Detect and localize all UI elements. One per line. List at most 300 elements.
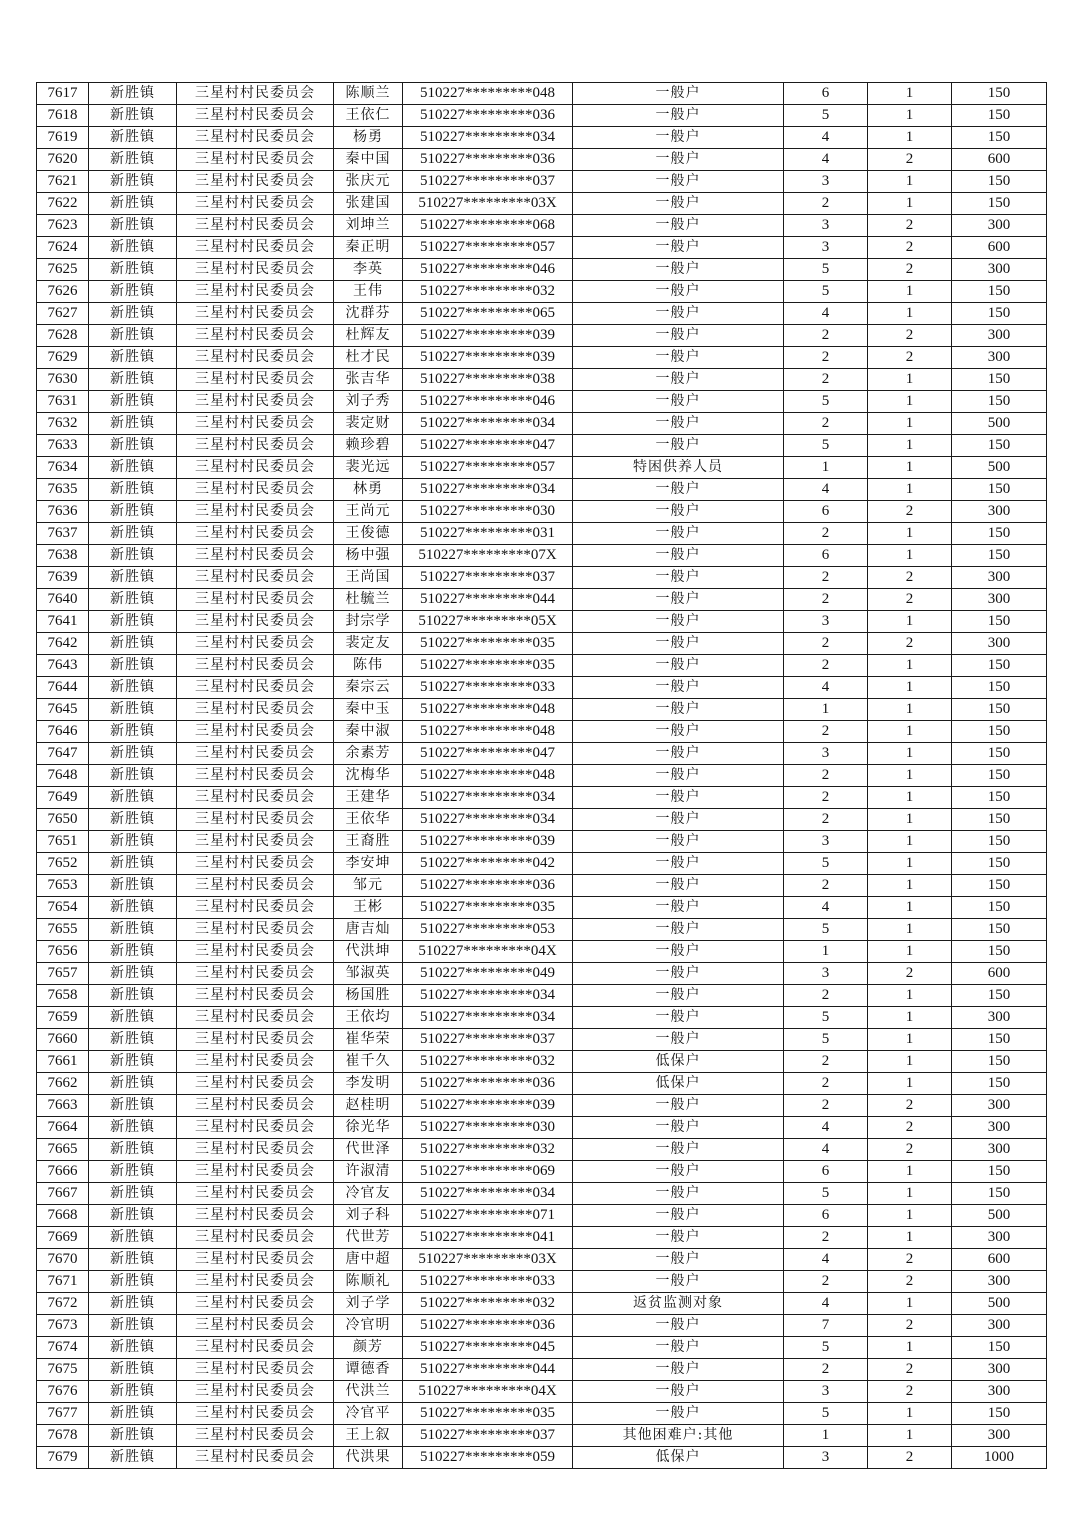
village-committee-cell: 三星村村民委员会 bbox=[177, 1029, 334, 1051]
household-type-cell: 一般户 bbox=[573, 479, 784, 501]
count-cell: 1 bbox=[868, 1161, 952, 1183]
town-cell: 新胜镇 bbox=[89, 1425, 177, 1447]
town-cell: 新胜镇 bbox=[89, 1095, 177, 1117]
village-committee-cell: 三星村村民委员会 bbox=[177, 193, 334, 215]
row-number-cell: 7620 bbox=[37, 149, 89, 171]
name-cell: 王依均 bbox=[334, 1007, 403, 1029]
name-cell: 王上叙 bbox=[334, 1425, 403, 1447]
household-type-cell: 一般户 bbox=[573, 413, 784, 435]
name-cell: 陈顺礼 bbox=[334, 1271, 403, 1293]
table-row bbox=[37, 347, 1047, 369]
count-cell: 1 bbox=[868, 479, 952, 501]
household-type-cell: 一般户 bbox=[573, 897, 784, 919]
amount-cell: 300 bbox=[952, 1381, 1047, 1403]
household-type-cell: 一般户 bbox=[573, 611, 784, 633]
name-cell: 杨国胜 bbox=[334, 985, 403, 1007]
name-cell: 裴光远 bbox=[334, 457, 403, 479]
id-number-cell: 510227*********037 bbox=[403, 1029, 573, 1051]
row-number-cell: 7669 bbox=[37, 1227, 89, 1249]
household-type-cell: 一般户 bbox=[573, 699, 784, 721]
household-type-cell: 一般户 bbox=[573, 149, 784, 171]
id-number-cell: 510227*********048 bbox=[403, 721, 573, 743]
table-row bbox=[37, 281, 1047, 303]
household-type-cell: 特困供养人员 bbox=[573, 457, 784, 479]
amount-cell: 150 bbox=[952, 281, 1047, 303]
amount-cell: 150 bbox=[952, 369, 1047, 391]
name-cell: 秦中淑 bbox=[334, 721, 403, 743]
id-number-cell: 510227*********057 bbox=[403, 457, 573, 479]
amount-cell: 600 bbox=[952, 149, 1047, 171]
town-cell: 新胜镇 bbox=[89, 435, 177, 457]
village-committee-cell: 三星村村民委员会 bbox=[177, 259, 334, 281]
name-cell: 王裔胜 bbox=[334, 831, 403, 853]
id-number-cell: 510227*********047 bbox=[403, 743, 573, 765]
table-row bbox=[37, 699, 1047, 721]
village-committee-cell: 三星村村民委员会 bbox=[177, 1007, 334, 1029]
town-cell: 新胜镇 bbox=[89, 919, 177, 941]
household-size-cell: 2 bbox=[784, 325, 868, 347]
town-cell: 新胜镇 bbox=[89, 1205, 177, 1227]
household-type-cell: 低保户 bbox=[573, 1447, 784, 1469]
count-cell: 1 bbox=[868, 611, 952, 633]
household-type-cell: 一般户 bbox=[573, 1183, 784, 1205]
count-cell: 1 bbox=[868, 831, 952, 853]
name-cell: 冷官明 bbox=[334, 1315, 403, 1337]
count-cell: 1 bbox=[868, 281, 952, 303]
row-number-cell: 7674 bbox=[37, 1337, 89, 1359]
table-row bbox=[37, 589, 1047, 611]
village-committee-cell: 三星村村民委员会 bbox=[177, 369, 334, 391]
household-size-cell: 5 bbox=[784, 1007, 868, 1029]
village-committee-cell: 三星村村民委员会 bbox=[177, 1293, 334, 1315]
id-number-cell: 510227*********034 bbox=[403, 1007, 573, 1029]
household-type-cell: 一般户 bbox=[573, 985, 784, 1007]
village-committee-cell: 三星村村民委员会 bbox=[177, 633, 334, 655]
name-cell: 赵桂明 bbox=[334, 1095, 403, 1117]
village-committee-cell: 三星村村民委员会 bbox=[177, 83, 334, 105]
id-number-cell: 510227*********032 bbox=[403, 1293, 573, 1315]
name-cell: 王建华 bbox=[334, 787, 403, 809]
amount-cell: 1000 bbox=[952, 1447, 1047, 1469]
village-committee-cell: 三星村村民委员会 bbox=[177, 809, 334, 831]
name-cell: 徐光华 bbox=[334, 1117, 403, 1139]
count-cell: 1 bbox=[868, 105, 952, 127]
table-row bbox=[37, 809, 1047, 831]
household-size-cell: 2 bbox=[784, 193, 868, 215]
row-number-cell: 7626 bbox=[37, 281, 89, 303]
table-row bbox=[37, 611, 1047, 633]
town-cell: 新胜镇 bbox=[89, 1139, 177, 1161]
name-cell: 代洪兰 bbox=[334, 1381, 403, 1403]
table-row bbox=[37, 1359, 1047, 1381]
table-row bbox=[37, 215, 1047, 237]
household-size-cell: 5 bbox=[784, 1337, 868, 1359]
village-committee-cell: 三星村村民委员会 bbox=[177, 941, 334, 963]
id-number-cell: 510227*********034 bbox=[403, 479, 573, 501]
amount-cell: 500 bbox=[952, 1205, 1047, 1227]
amount-cell: 600 bbox=[952, 963, 1047, 985]
name-cell: 李发明 bbox=[334, 1073, 403, 1095]
amount-cell: 150 bbox=[952, 303, 1047, 325]
town-cell: 新胜镇 bbox=[89, 1029, 177, 1051]
row-number-cell: 7659 bbox=[37, 1007, 89, 1029]
id-number-cell: 510227*********03X bbox=[403, 193, 573, 215]
id-number-cell: 510227*********032 bbox=[403, 1051, 573, 1073]
table-row bbox=[37, 1447, 1047, 1469]
amount-cell: 300 bbox=[952, 1227, 1047, 1249]
id-number-cell: 510227*********033 bbox=[403, 677, 573, 699]
count-cell: 1 bbox=[868, 875, 952, 897]
amount-cell: 300 bbox=[952, 501, 1047, 523]
name-cell: 秦中玉 bbox=[334, 699, 403, 721]
name-cell: 秦正明 bbox=[334, 237, 403, 259]
table-row bbox=[37, 919, 1047, 941]
id-number-cell: 510227*********04X bbox=[403, 941, 573, 963]
name-cell: 张建国 bbox=[334, 193, 403, 215]
town-cell: 新胜镇 bbox=[89, 149, 177, 171]
row-number-cell: 7667 bbox=[37, 1183, 89, 1205]
count-cell: 2 bbox=[868, 567, 952, 589]
name-cell: 王尚国 bbox=[334, 567, 403, 589]
household-size-cell: 3 bbox=[784, 1447, 868, 1469]
id-number-cell: 510227*********039 bbox=[403, 1095, 573, 1117]
amount-cell: 300 bbox=[952, 1271, 1047, 1293]
table-row bbox=[37, 237, 1047, 259]
amount-cell: 150 bbox=[952, 479, 1047, 501]
household-type-cell: 一般户 bbox=[573, 215, 784, 237]
row-number-cell: 7675 bbox=[37, 1359, 89, 1381]
household-size-cell: 5 bbox=[784, 281, 868, 303]
count-cell: 2 bbox=[868, 149, 952, 171]
household-size-cell: 2 bbox=[784, 347, 868, 369]
household-type-cell: 一般户 bbox=[573, 655, 784, 677]
table-row bbox=[37, 1095, 1047, 1117]
amount-cell: 150 bbox=[952, 83, 1047, 105]
household-type-cell: 一般户 bbox=[573, 743, 784, 765]
household-type-cell: 一般户 bbox=[573, 369, 784, 391]
town-cell: 新胜镇 bbox=[89, 1249, 177, 1271]
table-row bbox=[37, 897, 1047, 919]
amount-cell: 150 bbox=[952, 941, 1047, 963]
count-cell: 1 bbox=[868, 985, 952, 1007]
town-cell: 新胜镇 bbox=[89, 105, 177, 127]
village-committee-cell: 三星村村民委员会 bbox=[177, 523, 334, 545]
row-number-cell: 7662 bbox=[37, 1073, 89, 1095]
town-cell: 新胜镇 bbox=[89, 589, 177, 611]
household-size-cell: 5 bbox=[784, 105, 868, 127]
id-number-cell: 510227*********035 bbox=[403, 655, 573, 677]
village-committee-cell: 三星村村民委员会 bbox=[177, 413, 334, 435]
id-number-cell: 510227*********069 bbox=[403, 1161, 573, 1183]
table-row bbox=[37, 721, 1047, 743]
household-size-cell: 4 bbox=[784, 479, 868, 501]
amount-cell: 300 bbox=[952, 1139, 1047, 1161]
count-cell: 1 bbox=[868, 743, 952, 765]
table-row bbox=[37, 567, 1047, 589]
name-cell: 王伟 bbox=[334, 281, 403, 303]
row-number-cell: 7663 bbox=[37, 1095, 89, 1117]
amount-cell: 150 bbox=[952, 1051, 1047, 1073]
town-cell: 新胜镇 bbox=[89, 831, 177, 853]
household-size-cell: 1 bbox=[784, 941, 868, 963]
household-type-cell: 一般户 bbox=[573, 127, 784, 149]
row-number-cell: 7676 bbox=[37, 1381, 89, 1403]
town-cell: 新胜镇 bbox=[89, 1359, 177, 1381]
household-size-cell: 2 bbox=[784, 523, 868, 545]
id-number-cell: 510227*********047 bbox=[403, 435, 573, 457]
amount-cell: 150 bbox=[952, 193, 1047, 215]
count-cell: 1 bbox=[868, 413, 952, 435]
name-cell: 颜芳 bbox=[334, 1337, 403, 1359]
count-cell: 2 bbox=[868, 1249, 952, 1271]
town-cell: 新胜镇 bbox=[89, 391, 177, 413]
row-number-cell: 7643 bbox=[37, 655, 89, 677]
town-cell: 新胜镇 bbox=[89, 853, 177, 875]
id-number-cell: 510227*********035 bbox=[403, 633, 573, 655]
village-committee-cell: 三星村村民委员会 bbox=[177, 391, 334, 413]
household-type-cell: 一般户 bbox=[573, 941, 784, 963]
row-number-cell: 7641 bbox=[37, 611, 89, 633]
name-cell: 邹元 bbox=[334, 875, 403, 897]
name-cell: 刘子科 bbox=[334, 1205, 403, 1227]
amount-cell: 150 bbox=[952, 1403, 1047, 1425]
village-committee-cell: 三星村村民委员会 bbox=[177, 1139, 334, 1161]
household-size-cell: 2 bbox=[784, 1073, 868, 1095]
row-number-cell: 7668 bbox=[37, 1205, 89, 1227]
id-number-cell: 510227*********04X bbox=[403, 1381, 573, 1403]
table-row bbox=[37, 941, 1047, 963]
amount-cell: 150 bbox=[952, 105, 1047, 127]
table-row bbox=[37, 1029, 1047, 1051]
amount-cell: 300 bbox=[952, 1315, 1047, 1337]
town-cell: 新胜镇 bbox=[89, 413, 177, 435]
row-number-cell: 7670 bbox=[37, 1249, 89, 1271]
town-cell: 新胜镇 bbox=[89, 1271, 177, 1293]
row-number-cell: 7653 bbox=[37, 875, 89, 897]
count-cell: 1 bbox=[868, 369, 952, 391]
town-cell: 新胜镇 bbox=[89, 633, 177, 655]
row-number-cell: 7629 bbox=[37, 347, 89, 369]
household-type-cell: 一般户 bbox=[573, 83, 784, 105]
count-cell: 1 bbox=[868, 1029, 952, 1051]
name-cell: 刘子学 bbox=[334, 1293, 403, 1315]
count-cell: 1 bbox=[868, 1425, 952, 1447]
amount-cell: 150 bbox=[952, 897, 1047, 919]
table-row bbox=[37, 127, 1047, 149]
name-cell: 代洪坤 bbox=[334, 941, 403, 963]
household-type-cell: 一般户 bbox=[573, 875, 784, 897]
row-number-cell: 7655 bbox=[37, 919, 89, 941]
household-size-cell: 2 bbox=[784, 1227, 868, 1249]
row-number-cell: 7661 bbox=[37, 1051, 89, 1073]
row-number-cell: 7647 bbox=[37, 743, 89, 765]
name-cell: 邹淑英 bbox=[334, 963, 403, 985]
id-number-cell: 510227*********036 bbox=[403, 105, 573, 127]
count-cell: 2 bbox=[868, 1381, 952, 1403]
id-number-cell: 510227*********037 bbox=[403, 1425, 573, 1447]
household-type-cell: 一般户 bbox=[573, 831, 784, 853]
town-cell: 新胜镇 bbox=[89, 1183, 177, 1205]
household-type-cell: 低保户 bbox=[573, 1073, 784, 1095]
household-type-cell: 一般户 bbox=[573, 1381, 784, 1403]
row-number-cell: 7634 bbox=[37, 457, 89, 479]
count-cell: 1 bbox=[868, 1403, 952, 1425]
row-number-cell: 7636 bbox=[37, 501, 89, 523]
village-committee-cell: 三星村村民委员会 bbox=[177, 1271, 334, 1293]
town-cell: 新胜镇 bbox=[89, 215, 177, 237]
village-committee-cell: 三星村村民委员会 bbox=[177, 831, 334, 853]
table-row bbox=[37, 259, 1047, 281]
village-committee-cell: 三星村村民委员会 bbox=[177, 699, 334, 721]
row-number-cell: 7672 bbox=[37, 1293, 89, 1315]
town-cell: 新胜镇 bbox=[89, 963, 177, 985]
amount-cell: 300 bbox=[952, 347, 1047, 369]
household-size-cell: 5 bbox=[784, 1183, 868, 1205]
town-cell: 新胜镇 bbox=[89, 985, 177, 1007]
name-cell: 杜辉友 bbox=[334, 325, 403, 347]
town-cell: 新胜镇 bbox=[89, 237, 177, 259]
id-number-cell: 510227*********032 bbox=[403, 1139, 573, 1161]
row-number-cell: 7623 bbox=[37, 215, 89, 237]
town-cell: 新胜镇 bbox=[89, 941, 177, 963]
id-number-cell: 510227*********037 bbox=[403, 567, 573, 589]
name-cell: 王尚元 bbox=[334, 501, 403, 523]
row-number-cell: 7627 bbox=[37, 303, 89, 325]
town-cell: 新胜镇 bbox=[89, 611, 177, 633]
household-type-cell: 一般户 bbox=[573, 589, 784, 611]
amount-cell: 600 bbox=[952, 237, 1047, 259]
row-number-cell: 7654 bbox=[37, 897, 89, 919]
village-committee-cell: 三星村村民委员会 bbox=[177, 545, 334, 567]
name-cell: 王依仁 bbox=[334, 105, 403, 127]
id-number-cell: 510227*********036 bbox=[403, 1073, 573, 1095]
amount-cell: 300 bbox=[952, 633, 1047, 655]
household-size-cell: 2 bbox=[784, 809, 868, 831]
table-row bbox=[37, 325, 1047, 347]
household-size-cell: 2 bbox=[784, 765, 868, 787]
name-cell: 赖珍碧 bbox=[334, 435, 403, 457]
row-number-cell: 7632 bbox=[37, 413, 89, 435]
id-number-cell: 510227*********035 bbox=[403, 1403, 573, 1425]
name-cell: 林勇 bbox=[334, 479, 403, 501]
table-row bbox=[37, 1293, 1047, 1315]
village-committee-cell: 三星村村民委员会 bbox=[177, 1425, 334, 1447]
id-number-cell: 510227*********037 bbox=[403, 171, 573, 193]
town-cell: 新胜镇 bbox=[89, 457, 177, 479]
id-number-cell: 510227*********034 bbox=[403, 787, 573, 809]
amount-cell: 300 bbox=[952, 1117, 1047, 1139]
row-number-cell: 7656 bbox=[37, 941, 89, 963]
household-type-cell: 一般户 bbox=[573, 1029, 784, 1051]
household-size-cell: 1 bbox=[784, 457, 868, 479]
count-cell: 1 bbox=[868, 1051, 952, 1073]
town-cell: 新胜镇 bbox=[89, 1227, 177, 1249]
household-size-cell: 3 bbox=[784, 237, 868, 259]
household-size-cell: 5 bbox=[784, 853, 868, 875]
household-size-cell: 3 bbox=[784, 215, 868, 237]
household-type-cell: 一般户 bbox=[573, 1139, 784, 1161]
amount-cell: 300 bbox=[952, 1359, 1047, 1381]
table-row bbox=[37, 83, 1047, 105]
amount-cell: 150 bbox=[952, 1337, 1047, 1359]
town-cell: 新胜镇 bbox=[89, 83, 177, 105]
id-number-cell: 510227*********039 bbox=[403, 831, 573, 853]
household-size-cell: 6 bbox=[784, 1161, 868, 1183]
amount-cell: 150 bbox=[952, 523, 1047, 545]
id-number-cell: 510227*********030 bbox=[403, 501, 573, 523]
household-size-cell: 5 bbox=[784, 1403, 868, 1425]
village-committee-cell: 三星村村民委员会 bbox=[177, 1051, 334, 1073]
count-cell: 2 bbox=[868, 237, 952, 259]
household-type-cell: 一般户 bbox=[573, 677, 784, 699]
town-cell: 新胜镇 bbox=[89, 655, 177, 677]
id-number-cell: 510227*********042 bbox=[403, 853, 573, 875]
count-cell: 1 bbox=[868, 699, 952, 721]
town-cell: 新胜镇 bbox=[89, 1447, 177, 1469]
id-number-cell: 510227*********031 bbox=[403, 523, 573, 545]
village-committee-cell: 三星村村民委员会 bbox=[177, 1161, 334, 1183]
household-size-cell: 1 bbox=[784, 699, 868, 721]
row-number-cell: 7660 bbox=[37, 1029, 89, 1051]
amount-cell: 150 bbox=[952, 831, 1047, 853]
village-committee-cell: 三星村村民委员会 bbox=[177, 105, 334, 127]
village-committee-cell: 三星村村民委员会 bbox=[177, 347, 334, 369]
town-cell: 新胜镇 bbox=[89, 1007, 177, 1029]
household-size-cell: 2 bbox=[784, 985, 868, 1007]
name-cell: 冷官平 bbox=[334, 1403, 403, 1425]
village-committee-cell: 三星村村民委员会 bbox=[177, 1117, 334, 1139]
count-cell: 2 bbox=[868, 1139, 952, 1161]
village-committee-cell: 三星村村民委员会 bbox=[177, 1403, 334, 1425]
name-cell: 刘子秀 bbox=[334, 391, 403, 413]
village-committee-cell: 三星村村民委员会 bbox=[177, 325, 334, 347]
amount-cell: 150 bbox=[952, 545, 1047, 567]
id-number-cell: 510227*********034 bbox=[403, 413, 573, 435]
count-cell: 1 bbox=[868, 1007, 952, 1029]
table-row bbox=[37, 1271, 1047, 1293]
amount-cell: 150 bbox=[952, 435, 1047, 457]
amount-cell: 300 bbox=[952, 215, 1047, 237]
household-size-cell: 4 bbox=[784, 303, 868, 325]
household-size-cell: 2 bbox=[784, 1095, 868, 1117]
household-type-cell: 一般户 bbox=[573, 1249, 784, 1271]
household-type-cell: 一般户 bbox=[573, 105, 784, 127]
village-committee-cell: 三星村村民委员会 bbox=[177, 149, 334, 171]
amount-cell: 150 bbox=[952, 765, 1047, 787]
table-row bbox=[37, 457, 1047, 479]
household-size-cell: 2 bbox=[784, 413, 868, 435]
village-committee-cell: 三星村村民委员会 bbox=[177, 655, 334, 677]
household-size-cell: 2 bbox=[784, 633, 868, 655]
household-type-cell: 一般户 bbox=[573, 567, 784, 589]
village-committee-cell: 三星村村民委员会 bbox=[177, 765, 334, 787]
name-cell: 杜毓兰 bbox=[334, 589, 403, 611]
count-cell: 1 bbox=[868, 523, 952, 545]
town-cell: 新胜镇 bbox=[89, 545, 177, 567]
household-type-cell: 一般户 bbox=[573, 237, 784, 259]
household-size-cell: 2 bbox=[784, 1359, 868, 1381]
amount-cell: 150 bbox=[952, 985, 1047, 1007]
id-number-cell: 510227*********07X bbox=[403, 545, 573, 567]
village-committee-cell: 三星村村民委员会 bbox=[177, 743, 334, 765]
village-committee-cell: 三星村村民委员会 bbox=[177, 479, 334, 501]
household-type-cell: 低保户 bbox=[573, 1051, 784, 1073]
town-cell: 新胜镇 bbox=[89, 127, 177, 149]
row-number-cell: 7637 bbox=[37, 523, 89, 545]
id-number-cell: 510227*********053 bbox=[403, 919, 573, 941]
village-committee-cell: 三星村村民委员会 bbox=[177, 721, 334, 743]
name-cell: 裴定友 bbox=[334, 633, 403, 655]
